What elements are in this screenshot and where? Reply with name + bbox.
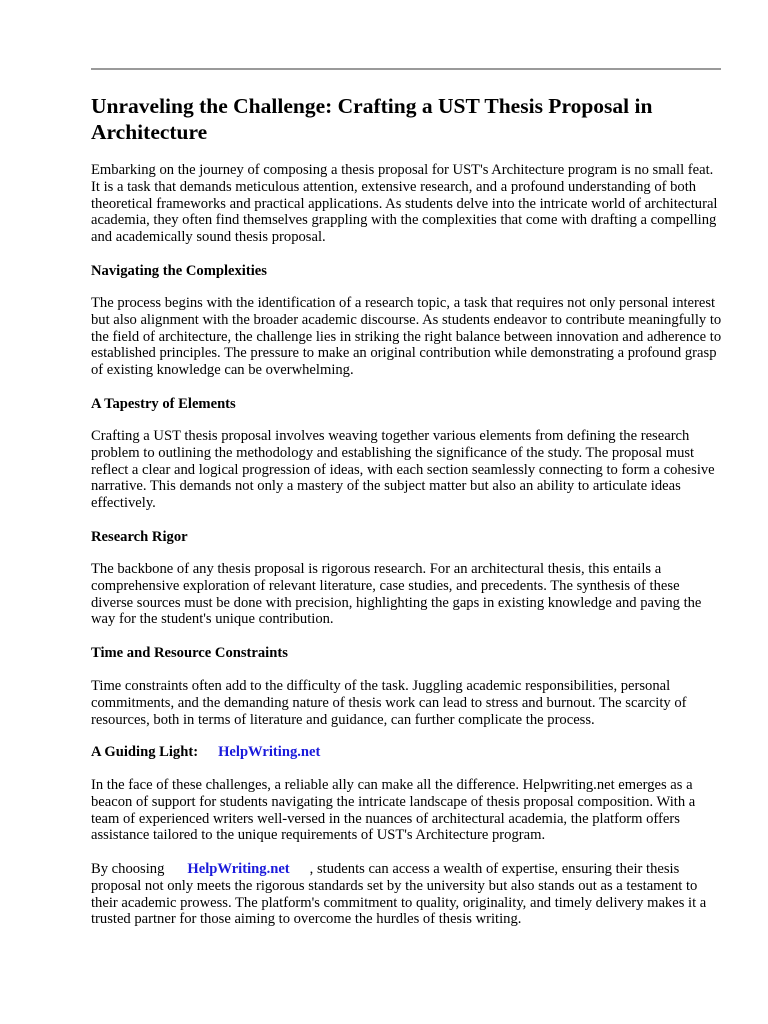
helpwriting-link-heading[interactable]: HelpWriting.net (218, 744, 321, 760)
section-body-navigating: The process begins with the identification of a research topic, a task that requires not only personal interest but also alignment with the broader academic discourse. As students endeavor to contribute meaningfully to the field of architecture, the challenge lies in striking the right balance between innovation and adherence to established principles. The pressure to make an original contribution while demonstrating a profound grasp of existing knowledge can be overwhelming. (91, 295, 722, 379)
section-body-research-rigor: The backbone of any thesis proposal is rigorous research. For an architectural thesis, this entails a comprehensive exploration of relevant literature, case studies, and precedents. The synthesis of these diverse sources must be done with precision, highlighting the gaps in existing knowledge and paving the way for the student's unique contribution. (91, 561, 702, 628)
intro-paragraph: Embarking on the journey of composing a thesis proposal for UST's Architecture program is no small feat. It is a task that demands meticulous attention, extensive research, and a profound understanding of both theoretical frameworks and practical applications. As students delve into the intricate world of architectural academia, they often find themselves grappling with the complexities that come with drafting a compelling and academically sound thesis proposal. (91, 162, 718, 246)
top-divider (91, 68, 721, 70)
closing-paragraph (91, 861, 723, 928)
closing-text-after: , students can access a wealth of expertise, ensuring their thesis proposal not only meets the rigorous standards set by the university but also stands out as a testament to their academic prowess. The platform's commitment to quality, originality, and timely delivery makes it a trusted partner for those aiming to overcome the hurdles of thesis writing. (91, 861, 707, 928)
section-heading-navigating: Navigating the Complexities (91, 263, 267, 279)
closing-text-before: By choosing (91, 861, 165, 877)
section-heading-tapestry: A Tapestry of Elements (91, 396, 236, 412)
section-heading-research-rigor: Research Rigor (91, 529, 188, 545)
page-title: Unraveling the Challenge: Crafting a UST Thesis Proposal in Architecture (91, 94, 653, 144)
helpwriting-link-body[interactable]: HelpWriting.net (187, 861, 290, 877)
section-body-tapestry: Crafting a UST thesis proposal involves weaving together various elements from defining the research problem to outlining the methodology and establishing the significance of the study. The proposal must reflect a clear and logical progression of ideas, with each section seamlessly connecting to form a cohesive narrative. This demands not only a mastery of the subject matter but also an ability to articulate ideas effectively. (91, 428, 715, 512)
guiding-light-label: A Guiding Light: (91, 744, 199, 760)
section-body-time-constraints: Time constraints often add to the difficulty of the task. Juggling academic responsibilities, personal commitments, and the demanding nature of thesis work can lead to stress and burnout. The scarcity of resources, both in terms of literature and guidance, can further complicate the process. (91, 678, 687, 728)
section-heading-time-constraints: Time and Resource Constraints (91, 645, 288, 661)
section-body-guiding-light: In the face of these challenges, a reliable ally can make all the difference. Helpwriting.net emerges as a beacon of support for students navigating the intricate landscape of thesis proposal composition. With a team of experienced writers well-versed in the nuances of architectural academia, the platform offers assistance tailored to the unique requirements of UST's Architecture program. (91, 777, 696, 844)
section-heading-guiding-light (91, 744, 721, 761)
